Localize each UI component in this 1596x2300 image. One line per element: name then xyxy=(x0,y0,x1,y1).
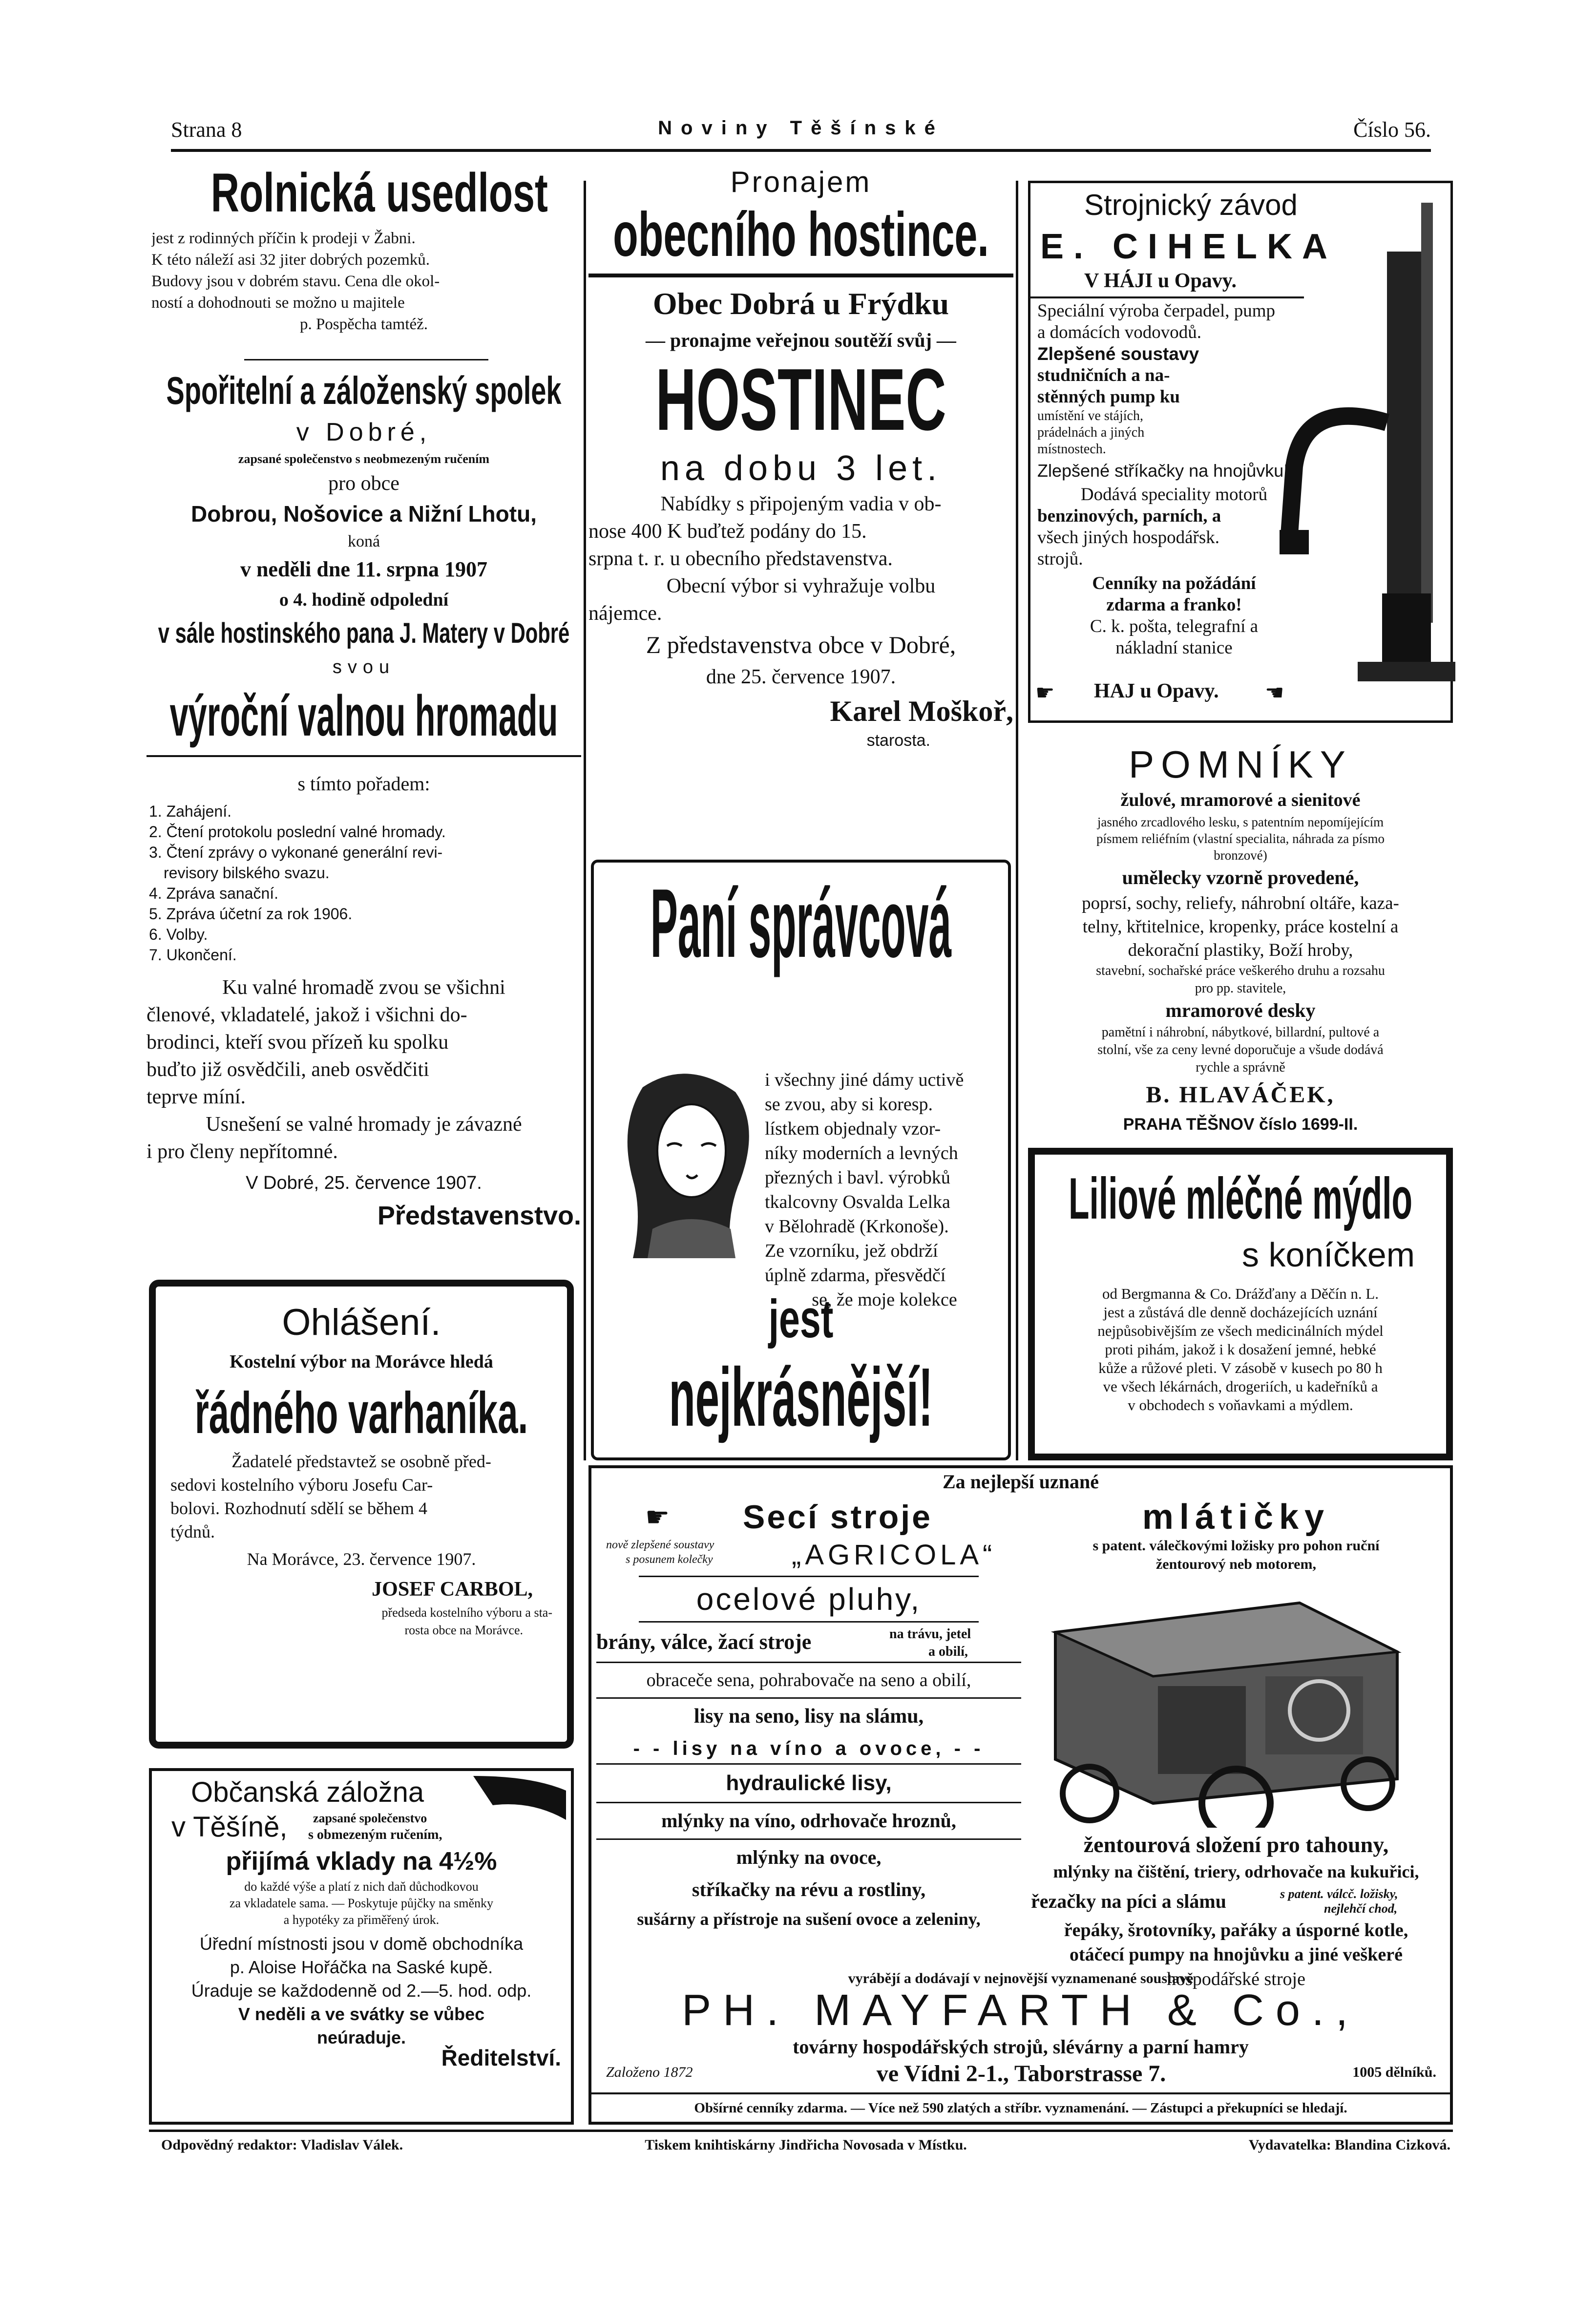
cihelka-place: V HÁJI u Opavy. xyxy=(1084,270,1237,292)
rolnicka-line: ností a dohodnouti se možno u majitele xyxy=(151,294,405,312)
cihelka-cenniky: zdarma a franko! xyxy=(1106,595,1242,615)
pomniky-pamet: rychle a správně xyxy=(1196,1060,1285,1075)
footer-rule xyxy=(149,2130,1453,2132)
mayfarth-strikacky: stříkačky na révu a rostliny, xyxy=(692,1878,926,1900)
footer-editor: Odpovědný redaktor: Vladislav Válek. xyxy=(161,2137,403,2153)
program-item: 6. Volby. xyxy=(149,926,208,943)
mayfarth-zalozeno: Založeno 1872 xyxy=(606,2064,693,2080)
hostinec-body: srpna t. r. u obecního představenstva. xyxy=(588,548,893,570)
mayfarth-zentour: žentourová složení pro tahouny, xyxy=(1083,1832,1389,1857)
mayfarth-footer: Obšírné cenníky zdarma. — Více než 590 zlatých a stříbr. vyznamenání. — Zástupci a překupníci se hledají. xyxy=(694,2100,1347,2116)
pointing-hand-icon: ☛ xyxy=(1035,681,1055,705)
divider xyxy=(596,1802,1021,1803)
sporitelni-svou: svou xyxy=(332,657,396,677)
hostinec-term: na dobu 3 let. xyxy=(660,449,942,488)
spravcova-nejkrasnejsi: nejkrásnější! xyxy=(669,1351,933,1444)
pomniky-pamet: stolní, vše za ceny levné doporučuje a všude dodává xyxy=(1097,1042,1384,1057)
ohlaseni-role: předseda kostelního výboru a sta- xyxy=(381,1605,552,1620)
mayfarth-lisy: lisy na seno, lisy na slámu, xyxy=(693,1705,924,1728)
sporitelni-title: Spořitelní a záloženský spolek xyxy=(166,369,562,412)
pomniky-mramor: mramorové desky xyxy=(1165,999,1316,1021)
ohlaseni-line: týdnů. xyxy=(170,1522,215,1541)
mydlo-line: jest a zůstává dle denně docházejících uznání xyxy=(1103,1304,1378,1321)
sporitelni-venue: v sále hostinského pana J. Matery v Dobré xyxy=(158,617,570,649)
spravcova-body: Ze vzorníku, jež obdrží xyxy=(765,1241,938,1261)
rolnicka-line: p. Pospěcha tamtéž. xyxy=(299,316,428,333)
ad-sporitelni-spolek xyxy=(147,366,581,1255)
program-item: 5. Zpráva účetní za rok 1906. xyxy=(149,905,353,923)
pomniky-line: jasného zrcadlového lesku, s patentním nepomíjejícím xyxy=(1097,815,1384,829)
mayfarth-mlat-sub: žentourový neb motorem, xyxy=(1155,1556,1316,1572)
sporitelni-date: v neděli dne 11. srpna 1907 xyxy=(240,557,488,581)
newspaper-name: Noviny Těšínské xyxy=(658,117,944,139)
hostinec-offer: — pronajme veřejnou soutěží svůj — xyxy=(646,329,956,351)
ad-rolnicka-usedlost xyxy=(151,161,576,357)
sporitelni-sub: zapsané společenstvo s neobmezeným ručením xyxy=(238,452,490,466)
ohlaseni-headline: řádného varhaníka. xyxy=(194,1380,528,1446)
cihelka-pump: stěnných pump ku xyxy=(1037,387,1180,407)
threshing-machine-icon xyxy=(1026,1574,1446,1828)
sporitelni-time: o 4. hodině odpolední xyxy=(279,590,449,610)
mayfarth-pumpy: otáčecí pumpy na hnojůvku a jiné veškeré xyxy=(1070,1944,1403,1965)
mayfarth-brany-note: a obilí, xyxy=(928,1644,968,1659)
ohlaseni-name: JOSEF CARBOL, xyxy=(372,1578,533,1601)
rolnicka-line: K této náleží asi 32 jiter dobrých pozemků. xyxy=(151,251,430,269)
hostinec-body: Nabídky s připojeným vadia v ob- xyxy=(660,493,942,515)
ohlaseni-dateline: Na Morávce, 23. července 1907. xyxy=(247,1549,476,1569)
ad-cihelka-frame xyxy=(1028,181,1453,723)
ad-hostinec xyxy=(588,166,1013,825)
pomniky-umelecky: umělecky vzorně provedené, xyxy=(1122,866,1359,888)
sporitelni-sign: Představenstvo. xyxy=(377,1201,581,1230)
ohlaseni-role: rosta obce na Morávce. xyxy=(404,1623,523,1637)
spravcova-title: Paní správcová xyxy=(650,869,952,978)
cihelka-spec: Dodává speciality motorů xyxy=(1080,485,1268,505)
pomniky-item: poprsí, sochy, reliefy, náhrobní oltáře, kaza- xyxy=(1082,893,1399,913)
hostinec-role: starosta. xyxy=(866,731,930,750)
cihelka-line: a domácích vodovodů. xyxy=(1037,322,1201,342)
mydlo-line: v obchodech s voňavkami a mýdlem. xyxy=(1128,1396,1353,1414)
spravcova-body: v Bělohradě (Krkonoše). xyxy=(765,1216,949,1237)
program-item: 7. Ukončení. xyxy=(149,946,237,964)
mydlo-line: kůže a růžové pleti. V zásobě v kusech po 80 h xyxy=(1098,1359,1383,1376)
pointing-hand-left-icon: ☚ xyxy=(1265,681,1284,705)
cihelka-line: Speciální výroba čerpadel, pump xyxy=(1037,301,1275,321)
divider xyxy=(639,1576,979,1577)
cihelka-haj: HAJ u Opavy. xyxy=(1094,680,1219,702)
mayfarth-repaky: řepáky, šrotovníky, pařáky a úsporné kotle, xyxy=(1064,1920,1408,1941)
mayfarth-rezacky-note: nejlehčí chod, xyxy=(1324,1901,1398,1916)
mayfarth-mlat-sub: s patent. válečkovými ložisky pro pohon ruční xyxy=(1092,1538,1380,1554)
hostinec-dateline: dne 25. července 1907. xyxy=(706,666,896,688)
sporitelni-body: i pro členy nepřítomné. xyxy=(147,1140,338,1163)
rolnicka-line: jest z rodinných příčin k prodeji v Žabni. xyxy=(151,230,416,247)
mayfarth-hydraulicke: hydraulické lisy, xyxy=(726,1771,892,1795)
mayfarth-seci: Secí stroje xyxy=(743,1498,932,1536)
obcanska-sign: Ředitelství. xyxy=(441,2045,561,2070)
sporitelni-kona: koná xyxy=(347,532,380,550)
footer-printer: Tiskem knihtiskárny Jindřicha Novosada v Místku. xyxy=(645,2137,967,2153)
mayfarth-city: ve Vídni 2-1., Taborstrasse 7. xyxy=(876,2061,1166,2087)
mayfarth-brany-note: na trávu, jetel xyxy=(889,1626,971,1642)
spravcova-body: přezných i bavl. výrobků xyxy=(765,1167,950,1188)
sporitelni-body: brodinci, kteří svou přízeň ku spolku xyxy=(147,1031,449,1054)
lady-portrait-icon xyxy=(613,1068,765,1263)
program-item: revisory bilského svazu. xyxy=(164,864,330,882)
hostinec-body: nájemce. xyxy=(588,602,662,625)
sporitelni-dateline: V Dobré, 25. července 1907. xyxy=(246,1173,482,1193)
pomniky-item: dekorační plastiky, Boží hroby, xyxy=(1128,940,1353,960)
mayfarth-workers: 1005 dělníků. xyxy=(1352,2064,1436,2080)
obcanska-hours: Úraduje se každodenně od 2.—5. hod. odp. xyxy=(191,1981,532,2001)
rolnicka-title: Rolnická usedlost xyxy=(210,162,548,223)
mayfarth-vyrabi: vyrábějí a dodávají v nejnovější vyznamenané soustavě xyxy=(848,1970,1194,1986)
cihelka-small: prádelnách a jiných xyxy=(1037,425,1145,440)
hostinec-village: Obec Dobrá u Frýdku xyxy=(652,286,949,321)
spravcova-body: lístkem objednaly vzor- xyxy=(765,1118,941,1139)
ohlaseni-lead: Kostelní výbor na Morávce hledá xyxy=(230,1351,493,1372)
obcanska-title: Občanská záložna xyxy=(191,1776,424,1808)
cihelka-small: místnostech. xyxy=(1037,442,1106,457)
obcanska-office: Úřední místnosti jsou v domě obchodníka xyxy=(199,1934,524,1954)
program-item: 4. Zpráva sanační. xyxy=(149,885,279,902)
obcanska-line: a hypotéky za přiměřený úrok. xyxy=(283,1913,440,1927)
pomniky-sub: žulové, mramorové a sienitové xyxy=(1120,790,1361,810)
program-item: 2. Čtení protokolu poslední valné hromady. xyxy=(149,823,446,841)
mayfarth-agricola: „AGRICOLA“ xyxy=(792,1539,996,1571)
spravcova-body: se, že moje kolekce xyxy=(812,1289,957,1310)
hostinec-name: HOSTINEC xyxy=(655,351,946,449)
cihelka-posta: C. k. pošta, telegrafní a xyxy=(1090,616,1259,636)
mydlo-line: od Bergmanna & Co. Drážďany a Děčín n. L. xyxy=(1102,1285,1379,1302)
obcanska-city: v Těšíně, xyxy=(171,1811,288,1843)
cihelka-posta: nákladní stanice xyxy=(1115,638,1233,658)
pomniky-name: B. HLAVÁČEK, xyxy=(1146,1082,1335,1108)
divider xyxy=(147,755,581,757)
page-number: Strana 8 xyxy=(171,118,242,142)
mayfarth-mlynky-vino: mlýnky na víno, odrhovače hroznů, xyxy=(661,1810,956,1832)
mayfarth-note: s posunem kolečky xyxy=(626,1553,713,1566)
page-footer xyxy=(161,2137,1450,2161)
sporitelni-body: členové, vkladatelé, jakož i všichni do- xyxy=(147,1004,467,1026)
cihelka-pump: studničních a na- xyxy=(1037,365,1170,385)
sporitelni-body: teprve míní. xyxy=(147,1086,246,1108)
cihelka-spec: benzinových, parních, a xyxy=(1037,506,1221,526)
pomniky-line: písmem reliéfním (vlastní specialita, náhrada za písmo xyxy=(1096,831,1385,846)
mayfarth-lisy-vino: - - lisy na víno a ovoce, - - xyxy=(633,1738,985,1759)
mayfarth-mlynky-ovoce: mlýnky na ovoce, xyxy=(736,1846,882,1868)
divider xyxy=(591,2092,1450,2094)
obcanska-sub: zapsané společenstvo xyxy=(313,1811,427,1825)
mayfarth-pluhy: ocelové pluhy, xyxy=(696,1582,922,1617)
mayfarth-hosp: hospodářské stroje xyxy=(1167,1969,1305,1989)
ohlaseni-title: Ohlášení. xyxy=(282,1302,441,1343)
mayfarth-tovarny: továrny hospodářských strojů, slévárny a parní hamry xyxy=(793,2036,1249,2058)
divider xyxy=(596,1763,1021,1765)
divider xyxy=(596,1662,1021,1663)
obcanska-sunday: neúraduje. xyxy=(316,2027,406,2047)
program-item: 1. Zahájení. xyxy=(149,802,231,820)
mayfarth-brany: brány, válce, žací stroje xyxy=(596,1630,812,1654)
sporitelni-place: v Dobré, xyxy=(296,418,432,446)
ad-liliove-mydlo-frame xyxy=(1028,1148,1453,1460)
rolnicka-line: Budovy jsou v dobrém stavu. Cena dle okol- xyxy=(151,273,440,290)
header-rule xyxy=(171,149,1431,152)
hostinec-title: obecního hostince. xyxy=(613,200,989,270)
mayfarth-obracece: obraceče sena, pohrabovače na seno a obilí, xyxy=(646,1670,971,1690)
pomniky-line: bronzové) xyxy=(1214,848,1267,863)
divider xyxy=(588,274,1013,277)
sporitelni-body: Usnešení se valné hromady je závazné xyxy=(206,1113,522,1136)
footer-publisher: Vydavatelka: Blandina Cizková. xyxy=(1248,2137,1450,2153)
mayfarth-note: nově zlepšené soustavy xyxy=(606,1539,714,1551)
cihelka-small: umístění ve stájích, xyxy=(1037,408,1143,423)
hostinec-dateline: Z představenstva obce v Dobré, xyxy=(646,631,956,658)
sporitelni-program-intro: s tímto pořadem: xyxy=(297,773,430,795)
mydlo-line: proti pihám, jakož i k dosažení jemné, hebké xyxy=(1105,1341,1376,1358)
issue-number: Číslo 56. xyxy=(1353,118,1431,142)
ad-obcanska-zalozna xyxy=(149,1768,574,2125)
ohlaseni-line: bolovi. Rozhodnutí sdělí se během 4 xyxy=(170,1498,427,1518)
hostinec-body: Obecní výbor si vyhražuje volbu xyxy=(666,575,936,597)
cihelka-name: E. CIHELKA xyxy=(1040,227,1338,266)
program-item: 3. Čtení zprávy o vykonané generální revi- xyxy=(149,844,443,861)
mayfarth-rezacky: řezačky na píci a slámu xyxy=(1031,1890,1226,1912)
pomniky-addr: PRAHA TĚŠNOV číslo 1699-II. xyxy=(1123,1115,1358,1134)
ohlaseni-line: Žadatelé představtež se osobně před- xyxy=(231,1452,491,1471)
ad-mayfarth-frame xyxy=(588,1465,1453,2125)
hostinec-top: Pronajem xyxy=(730,166,872,198)
obcanska-office: p. Aloise Hořáčka na Saské kupě. xyxy=(230,1957,493,1977)
spravcova-body: se zvou, aby si koresp. xyxy=(765,1094,933,1115)
pomniky-item: telny, křtitelnice, kropenky, práce kostelní a xyxy=(1082,917,1399,937)
cihelka-spec: strojů. xyxy=(1037,549,1083,569)
spravcova-body: tkalcovny Osvalda Lelka xyxy=(765,1192,950,1212)
obcanska-line: do každé výše a platí z nich daň důchodkovou xyxy=(244,1879,479,1894)
divider xyxy=(596,1697,1021,1699)
sporitelni-body: Ku valné hromadě zvou se všichni xyxy=(222,976,505,999)
sporitelni-pro: pro obce xyxy=(328,472,399,495)
mayfarth-top: Za nejlepší uznané xyxy=(942,1471,1099,1493)
page-header xyxy=(171,117,1431,147)
pomniky-title: POMNÍKY xyxy=(1129,743,1352,786)
spravcova-body: níky moderních a levných xyxy=(765,1143,958,1163)
spravcova-body: i všechny jiné dámy uctivě xyxy=(765,1070,964,1090)
mayfarth-susarny: sušárny a přístroje na sušení ovoce a zeleniny, xyxy=(637,1909,981,1929)
sporitelni-body: buďto již osvědčili, aneb osvědčiti xyxy=(147,1058,429,1081)
mayfarth-rezacky-note: s patent. válcč. ložisky, xyxy=(1280,1887,1398,1901)
cihelka-cenniky: Cenníky na požádání xyxy=(1092,573,1256,593)
obcanska-sunday: V neděli a ve svátky se vůbec xyxy=(238,2004,485,2024)
cihelka-zlepsene: Zlepšené soustavy xyxy=(1037,344,1199,364)
ad-pomniky xyxy=(1028,742,1453,1133)
pomniky-stavebni: stavební, sochařské práce veškerého druhu a rozsahu xyxy=(1096,963,1385,978)
obcanska-headline: přijímá vklady na 4½% xyxy=(226,1847,497,1876)
sporitelni-villages: Dobrou, Nošovice a Nižní Lhotu, xyxy=(191,501,537,527)
obcanska-line: za vkladatele sama. — Poskytuje půjčky na směnky xyxy=(229,1896,494,1910)
ohlaseni-line: sedovi kostelního výboru Josefu Car- xyxy=(170,1475,433,1495)
mydlo-line: nejpůsobivějším ze všech medicinálních mýdel xyxy=(1097,1322,1384,1339)
cihelka-spec: všech jiných hospodářsk. xyxy=(1037,528,1220,548)
mayfarth-mlynky-c: mlýnky na čištění, triery, odrhovače na kukuřici, xyxy=(1053,1862,1419,1881)
sporitelni-event: výroční valnou hromadu xyxy=(169,684,558,748)
pomniky-pamet: pamětní i náhrobní, nábytkové, billardní, pultové a xyxy=(1101,1025,1380,1040)
hostinec-body: nose 400 K buďtež podány do 15. xyxy=(588,520,867,543)
pomniky-stavebni: pro pp. stavitele, xyxy=(1195,981,1286,996)
pointing-hand-icon: ☛ xyxy=(645,1502,670,1533)
obcanska-sub: s obmezeným ručením, xyxy=(308,1827,442,1842)
mayfarth-firm: PH. MAYFARTH & Co., xyxy=(682,1986,1360,2035)
spravcova-body: úplně zdarma, přesvědčí xyxy=(765,1265,946,1286)
ad-pani-spravcova-frame xyxy=(591,860,1011,1460)
cihelka-top: Strojnický závod xyxy=(1084,189,1298,221)
mydlo-line: ve všech lékárnách, drogeriích, u kadeřníků a xyxy=(1103,1378,1378,1395)
divider xyxy=(244,359,488,360)
mayfarth-mlaticky: mlátičky xyxy=(1142,1498,1330,1537)
mydlo-sub: s koníčkem xyxy=(1242,1236,1415,1274)
divider xyxy=(596,1838,1021,1840)
mydlo-title: Liliové mléčné mýdlo xyxy=(1069,1166,1412,1231)
hostinec-sign: Karel Moškoř, xyxy=(830,695,1013,727)
ad-ohlaseni-frame xyxy=(149,1280,574,1749)
spravcova-jest: jest xyxy=(768,1289,834,1349)
cihelka-strikacky: Zlepšené stříkačky na hnojůvku! xyxy=(1037,461,1289,481)
